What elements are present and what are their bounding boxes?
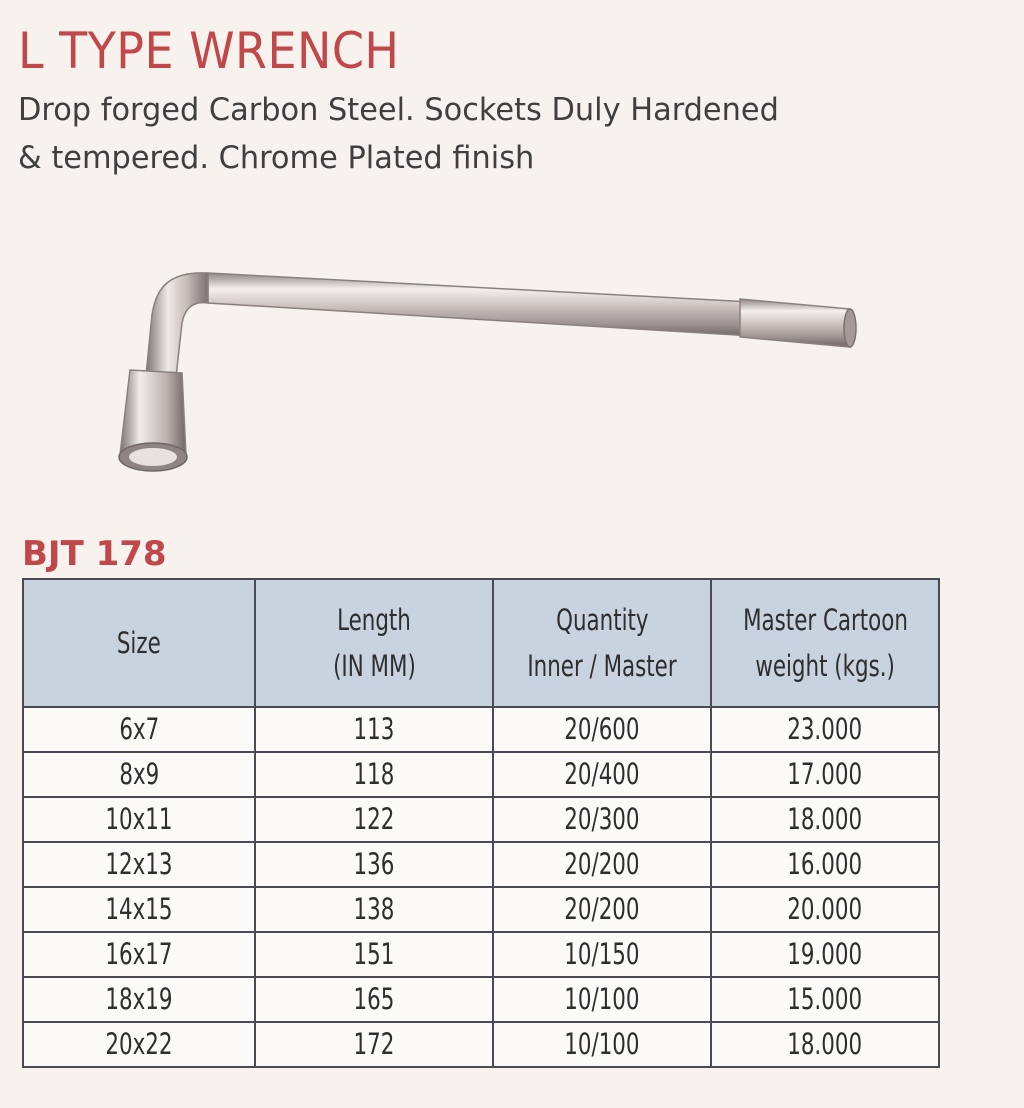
cell-size: 20x22 <box>23 1022 255 1067</box>
table-row <box>23 752 939 797</box>
cell-quantity: 10/150 <box>493 932 711 977</box>
cell-quantity: 20/200 <box>493 842 711 887</box>
cell-length: 151 <box>255 932 493 977</box>
cell-length: 138 <box>255 887 493 932</box>
cell-size: 14x15 <box>23 887 255 932</box>
cell-quantity: 20/200 <box>493 887 711 932</box>
l-type-wrench-image <box>90 245 870 495</box>
cell-quantity: 10/100 <box>493 977 711 1022</box>
cell-quantity: 20/400 <box>493 752 711 797</box>
cell-length: 113 <box>255 707 493 752</box>
cell-size: 8x9 <box>23 752 255 797</box>
table-row <box>23 842 939 887</box>
specification-table <box>22 578 940 1068</box>
column-header-weight: Master Cartoon weight (kgs.) <box>711 579 939 707</box>
cell-quantity: 20/600 <box>493 707 711 752</box>
cell-weight: 18.000 <box>711 797 939 842</box>
page-title: L TYPE WRENCH <box>18 22 400 80</box>
table-row <box>23 887 939 932</box>
cell-weight: 20.000 <box>711 887 939 932</box>
cell-length: 136 <box>255 842 493 887</box>
column-header-size: Size <box>23 579 255 707</box>
cell-weight: 15.000 <box>711 977 939 1022</box>
cell-size: 16x17 <box>23 932 255 977</box>
cell-size: 6x7 <box>23 707 255 752</box>
table-header-row <box>23 579 939 707</box>
cell-length: 118 <box>255 752 493 797</box>
cell-weight: 19.000 <box>711 932 939 977</box>
product-description-line2: & tempered. Chrome Plated finish <box>18 140 535 176</box>
cell-size: 10x11 <box>23 797 255 842</box>
cell-length: 172 <box>255 1022 493 1067</box>
cell-weight: 18.000 <box>711 1022 939 1067</box>
table-row <box>23 977 939 1022</box>
cell-quantity: 10/100 <box>493 1022 711 1067</box>
product-description-line1: Drop forged Carbon Steel. Sockets Duly Hardened <box>18 92 779 128</box>
cell-weight: 16.000 <box>711 842 939 887</box>
cell-size: 18x19 <box>23 977 255 1022</box>
table-row <box>23 932 939 977</box>
product-code: BJT 178 <box>22 534 167 574</box>
table-row <box>23 797 939 842</box>
table-row <box>23 1022 939 1067</box>
cell-length: 165 <box>255 977 493 1022</box>
cell-length: 122 <box>255 797 493 842</box>
table-row <box>23 707 939 752</box>
column-header-length: Length (IN MM) <box>255 579 493 707</box>
cell-weight: 17.000 <box>711 752 939 797</box>
cell-size: 12x13 <box>23 842 255 887</box>
column-header-quantity: Quantity Inner / Master <box>493 579 711 707</box>
cell-weight: 23.000 <box>711 707 939 752</box>
cell-quantity: 20/300 <box>493 797 711 842</box>
